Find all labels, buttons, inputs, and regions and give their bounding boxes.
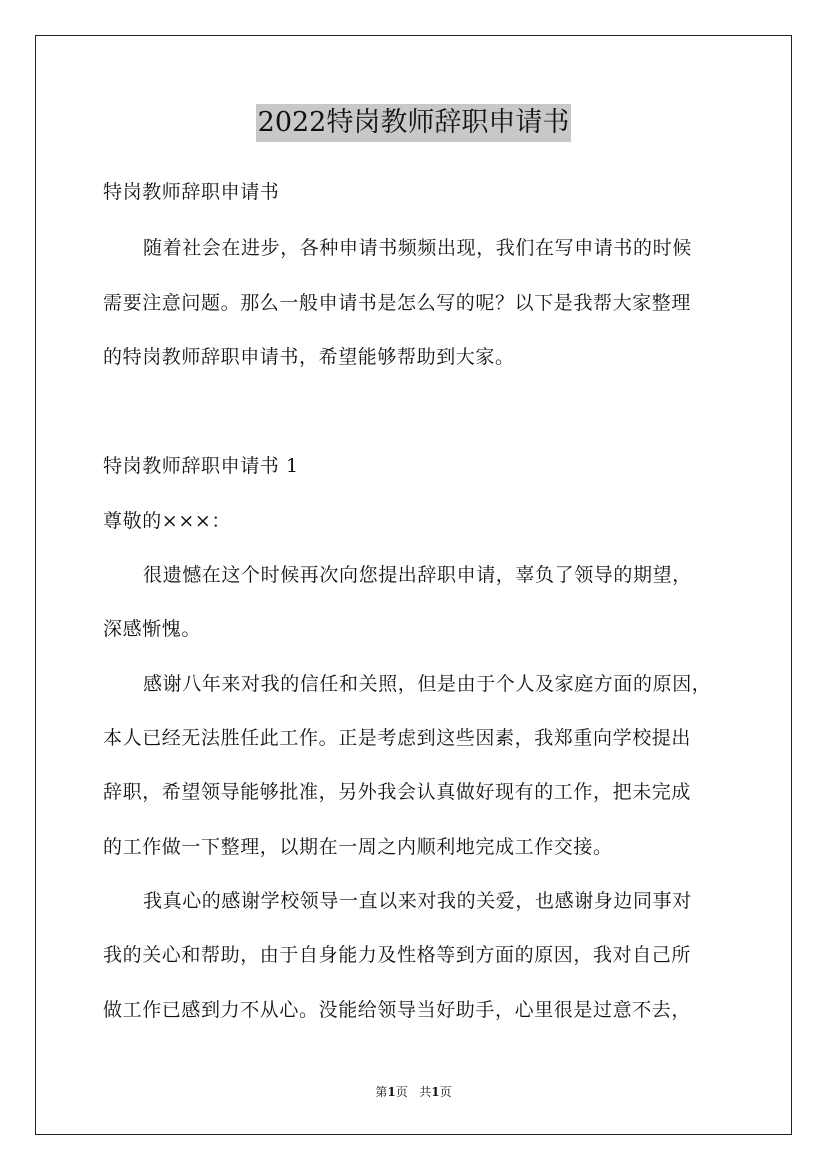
paragraph-line: 的工作做一下整理，以期在一周之内顺利地完成工作交接。	[103, 836, 613, 858]
paragraph-line: 很遗憾在这个时候再次向您提出辞职申请，辜负了领导的期望，	[143, 564, 692, 586]
total-suffix: 页	[439, 1085, 452, 1099]
title-container	[0, 104, 827, 142]
paragraph-line: 我真心的感谢学校领导一直以来对我的关爱，也感谢身边同事对	[143, 890, 692, 912]
paragraph-line: 感谢八年来对我的信任和关照，但是由于个人及家庭方面的原因，	[143, 673, 712, 695]
section-heading: 特岗教师辞职申请书 1	[103, 455, 299, 477]
paragraph-line: 本人已经无法胜任此工作。正是考虑到这些因素，我郑重向学校提出	[103, 727, 692, 749]
page-suffix: 页	[395, 1085, 408, 1099]
paragraph-line: 的特岗教师辞职申请书，希望能够帮助到大家。	[103, 346, 515, 368]
paragraph-line: 辞职，希望领导能够批准，另外我会认真做好现有的工作，把未完成	[103, 781, 692, 803]
total-pages: 1	[431, 1085, 440, 1099]
page-prefix: 第	[375, 1085, 388, 1099]
paragraph-line: 我的关心和帮助，由于自身能力及性格等到方面的原因，我对自己所	[103, 944, 692, 966]
paragraph-line: 随着社会在进步，各种申请书频频出现，我们在写申请书的时候	[143, 237, 692, 259]
total-prefix: 共	[419, 1085, 432, 1099]
page-number: 1	[387, 1085, 396, 1099]
subtitle: 特岗教师辞职申请书	[103, 181, 280, 203]
paragraph-line: 需要注意问题。那么一般申请书是怎么写的呢？以下是我帮大家整理	[103, 292, 692, 314]
page-footer	[0, 1084, 827, 1100]
paragraph-line: 深感惭愧。	[103, 618, 202, 640]
document-title: 2022特岗教师辞职申请书	[256, 104, 572, 142]
paragraph-line: 做工作已感到力不从心。没能给领导当好助手，心里很是过意不去，	[103, 999, 692, 1021]
salutation: 尊敬的×××：	[103, 510, 231, 532]
